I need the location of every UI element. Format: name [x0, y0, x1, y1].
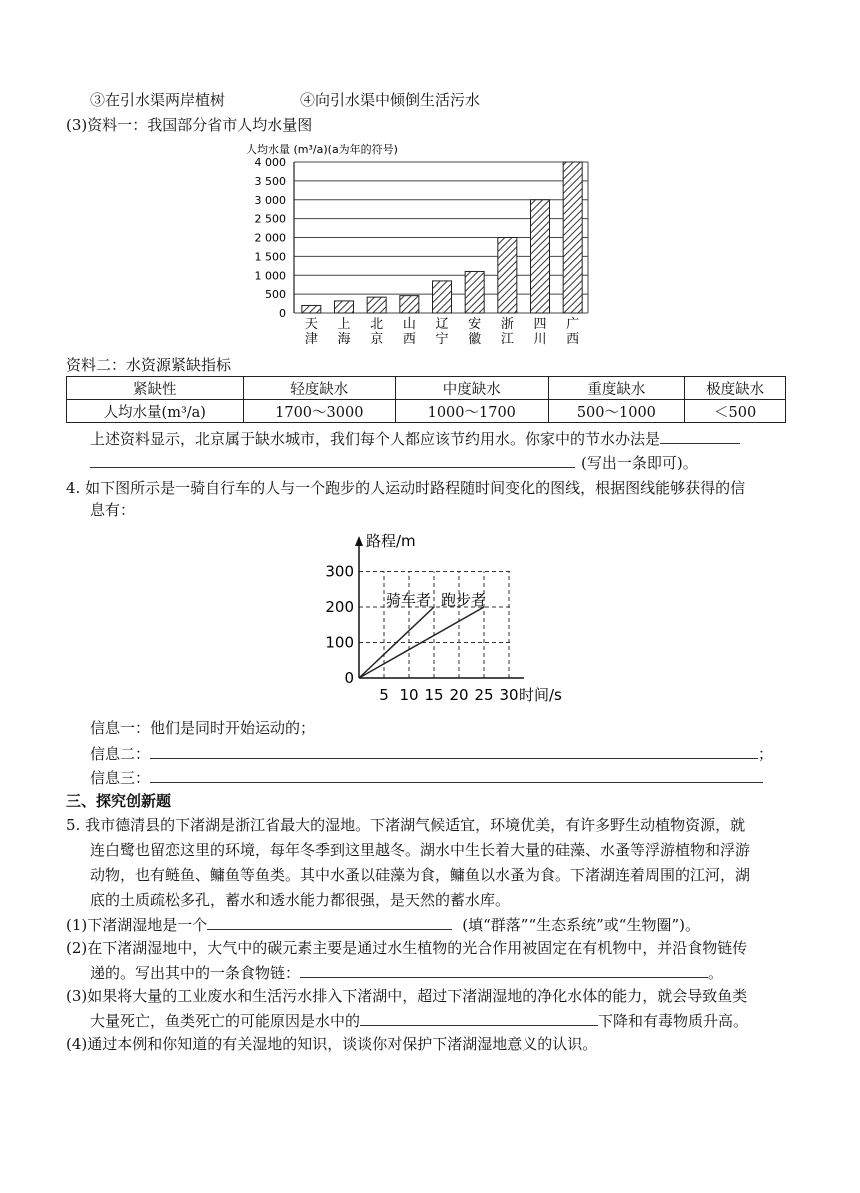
bar-ytick-label: 3 500 — [254, 174, 286, 188]
distance-time-chart — [314, 530, 574, 710]
bar-category-label: 广 — [566, 317, 580, 332]
bar — [367, 297, 386, 313]
bar-category-label: 西 — [566, 332, 580, 347]
bar-category-label: 京 — [370, 332, 384, 347]
line-ytick-label: 100 — [325, 633, 354, 652]
line-xtick-label: 30 — [499, 686, 519, 704]
q5-line3: 动物，也有鲢鱼、鳙鱼等鱼类。其中水蚤以硅藻为食，鳙鱼以水蚤为食。下渚湖连着周围的江河，湖 — [90, 866, 751, 884]
info-3 — [90, 767, 763, 788]
bar-category-label: 宁 — [435, 332, 449, 347]
line-xtick-label: 10 — [399, 686, 419, 704]
bar-category-label: 江 — [500, 332, 514, 347]
info-1: 信息一：他们是同时开始运动的； — [90, 719, 316, 737]
q5-sub4: (4)通过本例和你知道的有关湿地的知识，谈谈你对保护下渚湖湿地意义的认识。 — [66, 1035, 598, 1053]
table-cell: 1700～3000 — [243, 400, 395, 423]
series-label: 骑车者 — [386, 591, 432, 609]
bar-category-label: 天 — [304, 317, 318, 332]
bar-category-label: 徽 — [468, 332, 482, 347]
answer-blank[interactable] — [300, 962, 708, 978]
q3-sentence-b — [90, 452, 698, 473]
bar-category-label: 津 — [304, 332, 318, 347]
bar-ytick-label: 500 — [265, 288, 286, 302]
water-scarcity-table — [66, 376, 786, 423]
line-ytick-label: 0 — [344, 669, 354, 687]
answer-blank[interactable] — [207, 914, 452, 930]
q5-line4: 底的土质疏松多孔，蓄水和透水能力都很强，是天然的蓄水库。 — [90, 891, 511, 909]
bar-ytick-label: 2 500 — [254, 212, 286, 226]
q4-text-line2: 息有： — [90, 501, 136, 519]
bar — [531, 200, 550, 313]
q5-sub2-line2 — [90, 962, 723, 983]
table-header-cell: 重度缺水 — [548, 377, 685, 400]
table-header-row — [67, 377, 786, 400]
bar-category-label: 浙 — [500, 317, 514, 332]
bar-ytick-label: 4 000 — [254, 156, 286, 169]
q5-line2: 连白鹭也留恋这里的环境，每年冬季到这里越冬。湖水中生长着大量的硅藻、水蚤等浮游植物和浮游 — [90, 841, 751, 859]
answer-blank[interactable] — [360, 1010, 598, 1026]
q5-sub2-line1: (2)在下渚湖湿地中，大气中的碳元素主要是通过水生植物的光合作用被固定在有机物中，并沿食物链传 — [66, 939, 748, 957]
line-chart-ylabel: 路程/m — [366, 532, 416, 550]
y-axis-arrow — [355, 536, 363, 546]
line-xtick-label: 5 — [379, 686, 389, 704]
info-3-label: 信息三： — [90, 769, 151, 787]
answer-blank[interactable] — [660, 428, 740, 444]
q5-sub2-end: 。 — [708, 964, 724, 982]
answer-blank[interactable] — [90, 452, 575, 468]
q3-heading: (3)资料一：我国部分省市人均水量图 — [66, 116, 313, 134]
line-xtick-label: 20 — [449, 686, 469, 704]
q5-sub1-text: (1)下渚湖湿地是一个 — [66, 916, 208, 934]
bar-category-label: 安 — [468, 317, 482, 332]
q5-sub3-end: 下降和有毒物质升高。 — [598, 1012, 749, 1030]
bar — [563, 162, 582, 313]
bar-category-label: 辽 — [435, 317, 449, 332]
bar-chart-ylabel: 人均水量 (m³/a)(a为年的符号) — [246, 143, 398, 156]
q4-text-line1: 4. 如下图所示是一骑自行车的人与一个跑步的人运动时路程随时间变化的图线，根据图线能够获得的信 — [66, 479, 746, 497]
answer-blank[interactable] — [150, 743, 758, 759]
bar — [433, 281, 452, 313]
series-label: 跑步者 — [441, 591, 487, 609]
table-header-cell: 中度缺水 — [396, 377, 548, 400]
table-row — [67, 400, 786, 423]
table-cell: 500～1000 — [548, 400, 685, 423]
water-per-capita-chart — [236, 138, 596, 352]
bar-category-label: 山 — [402, 317, 416, 332]
q5-sub3-text: 大量死亡，鱼类死亡的可能原因是水中的 — [90, 1012, 361, 1030]
bar — [400, 296, 419, 313]
table-header-cell: 极度缺水 — [685, 377, 786, 400]
q5-line1: 5. 我市德清县的下渚湖是浙江省最大的湿地。下渚湖气候适宜，环境优美，有许多野生动植物资源，就 — [66, 816, 746, 834]
bar-category-label: 北 — [370, 317, 384, 332]
table-cell: ＜500 — [685, 400, 786, 423]
bar-ytick-label: 2 000 — [254, 231, 286, 245]
info-2-label: 信息二： — [90, 745, 151, 763]
option-3: ③在引水渠两岸植树 — [90, 91, 226, 109]
bar-category-label: 上 — [337, 317, 351, 332]
line-xtick-label: 15 — [424, 686, 444, 704]
table-header-cell: 轻度缺水 — [243, 377, 395, 400]
bar-category-label: 川 — [533, 332, 547, 347]
bar — [335, 301, 354, 313]
info-2 — [90, 743, 773, 764]
q5-sub1-hint: (填“群落”“生态系统”或“生物圈”)。 — [462, 916, 700, 934]
q3-sentence-b-text: (写出一条即可)。 — [581, 454, 698, 472]
bar — [498, 238, 517, 314]
bar-ytick-label: 1 000 — [254, 269, 286, 283]
bar-ytick-label: 1 500 — [254, 250, 286, 264]
table-row-label: 人均水量(m³/a) — [67, 400, 244, 423]
bar-ytick-label: 3 000 — [254, 193, 286, 207]
material2-title: 资料二：水资源紧缺指标 — [66, 356, 232, 374]
bar — [465, 271, 484, 313]
bar-ytick-label: 0 — [279, 307, 286, 320]
section-3-title: 三、探究创新题 — [66, 792, 172, 810]
bar-category-label: 海 — [337, 332, 351, 347]
info-2-end: ； — [758, 745, 774, 763]
q3-sentence-a-text: 上述资料显示，北京属于缺水城市，我们每个人都应该节约用水。你家中的节水办法是 — [90, 430, 661, 448]
option-4: ④向引水渠中倾倒生活污水 — [300, 91, 481, 109]
line-xtick-label: 25 — [474, 686, 494, 704]
q5-sub3-line2 — [90, 1010, 748, 1031]
answer-blank[interactable] — [150, 767, 763, 783]
table-header-cell: 紧缺性 — [67, 377, 244, 400]
q5-sub3-line1: (3)如果将大量的工业废水和生活污水排入下渚湖中，超过下渚湖湿地的净化水体的能力，就会导致鱼类 — [66, 987, 748, 1005]
bar — [302, 305, 321, 313]
line-ytick-label: 200 — [325, 598, 354, 616]
q3-sentence-a — [90, 428, 740, 449]
line-ytick-label: 300 — [325, 562, 354, 581]
bar-category-label: 四 — [533, 317, 547, 332]
bar-category-label: 西 — [402, 332, 416, 347]
q5-sub2-text: 递的。写出其中的一条食物链： — [90, 964, 301, 982]
table-cell: 1000～1700 — [396, 400, 548, 423]
q5-sub1 — [66, 914, 700, 935]
line-chart-xlabel: 时间/s — [519, 686, 562, 704]
